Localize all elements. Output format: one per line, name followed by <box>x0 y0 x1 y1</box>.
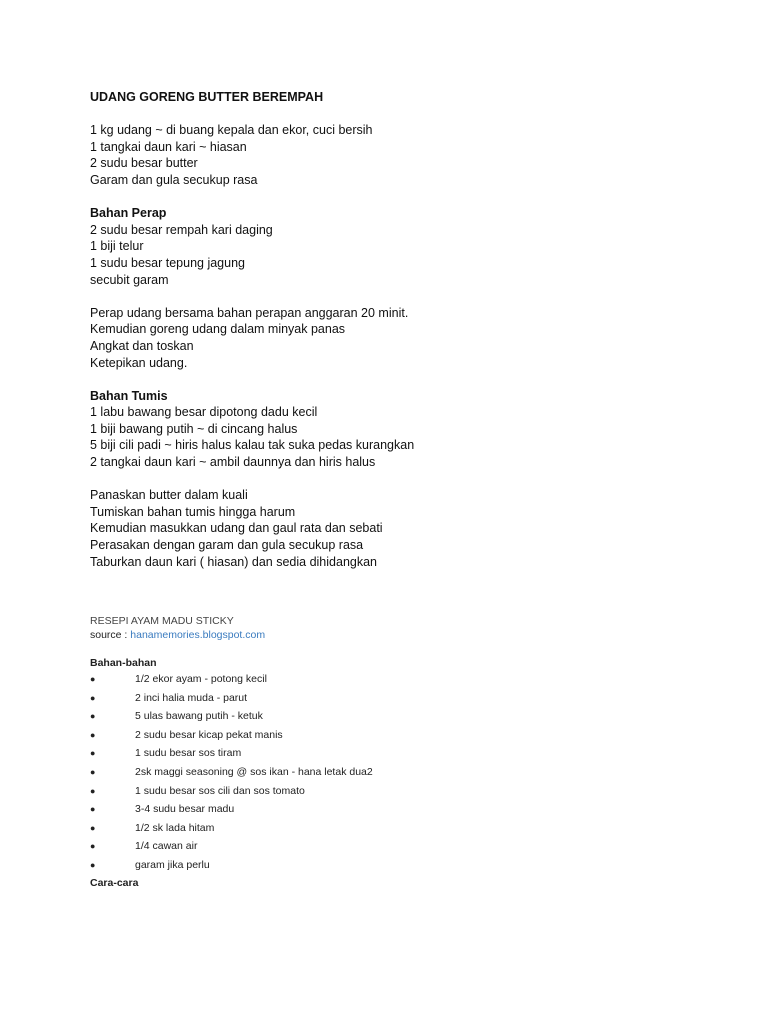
source-link[interactable]: hanamemories.blogspot.com <box>130 629 266 641</box>
perap-heading: Bahan Perap <box>90 206 167 221</box>
bullet-icon: ● <box>90 692 96 703</box>
source-label: source : <box>90 629 131 641</box>
source-line <box>90 628 710 643</box>
ingredient-text: 1/2 sk lada hitam <box>135 821 215 834</box>
spacer <box>90 371 710 388</box>
tumis-heading: Bahan Tumis <box>90 388 168 403</box>
list-item <box>90 744 710 763</box>
list-item <box>90 819 710 838</box>
list-item <box>90 856 710 875</box>
tumis-ingredient-line: 1 labu bawang besar dipotong dadu kecil <box>90 405 318 420</box>
ingredient-text: garam jika perlu <box>135 858 210 871</box>
list-item <box>90 726 710 745</box>
spacer <box>90 471 710 488</box>
ingredients-heading: Bahan-bahan <box>90 657 157 669</box>
ingredient-text: 1 sudu besar sos cili dan sos tomato <box>135 784 305 797</box>
recipe1-main-ingredients <box>90 122 710 188</box>
bullet-icon: ● <box>90 859 96 870</box>
final-step-line: Perasakan dengan garam dan gula secukup rasa <box>90 538 364 553</box>
perap-ingredient-line: 2 sudu besar rempah kari daging <box>90 222 273 237</box>
tumis-ingredient-line: 1 biji bawang putih ~ di cincang halus <box>90 421 298 436</box>
recipe-ayam-madu-sticky <box>90 614 710 890</box>
bullet-icon: ● <box>90 766 96 777</box>
ingredients-list <box>90 670 710 875</box>
ingredient-text: 2 inci halia muda - parut <box>135 691 248 704</box>
ingredient-text: 2sk maggi seasoning @ sos ikan - hana letak dua2 <box>135 765 373 778</box>
list-item <box>90 782 710 801</box>
tumis-ingredient-line: 2 tangkai daun kari ~ ambil daunnya dan hiris halus <box>90 455 376 470</box>
tumis-ingredients <box>90 404 710 470</box>
perap-ingredient-line: secubit garam <box>90 272 169 287</box>
list-item <box>90 670 710 689</box>
bullet-icon: ● <box>90 785 96 796</box>
bullet-icon: ● <box>90 822 96 833</box>
bullet-icon: ● <box>90 674 96 684</box>
final-step-line: Tumiskan bahan tumis hingga harum <box>90 504 296 519</box>
ingredient-text: 1/2 ekor ayam - potong kecil <box>135 673 267 685</box>
list-item <box>90 689 710 708</box>
perap-step-line: Ketepikan udang. <box>90 355 188 370</box>
method-heading: Cara-cara <box>90 876 139 889</box>
recipe2-title: RESEPI AYAM MADU STICKY <box>90 615 234 627</box>
main-ingredient-line: 2 sudu besar butter <box>90 156 198 171</box>
ingredient-text: 1 sudu besar sos tiram <box>135 747 242 760</box>
ingredient-text: 1/4 cawan air <box>135 840 198 853</box>
bullet-icon: ● <box>90 748 96 759</box>
main-ingredient-line: Garam dan gula secukup rasa <box>90 172 258 187</box>
list-item <box>90 837 710 856</box>
main-ingredient-line: 1 tangkai daun kari ~ hiasan <box>90 139 247 154</box>
final-step-line: Kemudian masukkan udang dan gaul rata dan sebati <box>90 521 383 536</box>
list-item <box>90 763 710 782</box>
list-item <box>90 800 710 819</box>
perap-ingredients <box>90 222 710 288</box>
bullet-icon: ● <box>90 804 96 815</box>
bullet-icon: ● <box>90 729 96 740</box>
spacer <box>90 189 710 206</box>
recipe1-title: UDANG GORENG BUTTER BEREMPAH <box>90 90 324 104</box>
perap-step-line: Perap udang bersama bahan perapan anggaran 20 minit. <box>90 305 409 320</box>
list-item <box>90 707 710 726</box>
final-step-line: Panaskan butter dalam kuali <box>90 488 248 503</box>
perap-ingredient-line: 1 sudu besar tepung jagung <box>90 255 245 270</box>
perap-step-line: Kemudian goreng udang dalam minyak panas <box>90 322 346 337</box>
final-step-line: Taburkan daun kari ( hiasan) dan sedia dihidangkan <box>90 554 377 569</box>
bullet-icon: ● <box>90 711 96 722</box>
ingredient-text: 2 sudu besar kicap pekat manis <box>135 728 283 741</box>
perap-step-line: Angkat dan toskan <box>90 338 194 353</box>
bullet-icon: ● <box>90 841 96 852</box>
ingredient-text: 5 ulas bawang putih - ketuk <box>135 710 263 723</box>
perap-steps <box>90 305 710 371</box>
spacer <box>90 288 710 305</box>
ingredient-text: 3-4 sudu besar madu <box>135 803 235 816</box>
main-ingredient-line: 1 kg udang ~ di buang kepala dan ekor, cuci bersih <box>90 123 373 138</box>
perap-ingredient-line: 1 biji telur <box>90 239 144 254</box>
tumis-ingredient-line: 5 biji cili padi ~ hiris halus kalau tak suka pedas kurangkan <box>90 438 415 453</box>
recipe-udang-goreng-butter <box>90 89 710 570</box>
final-steps <box>90 487 710 570</box>
